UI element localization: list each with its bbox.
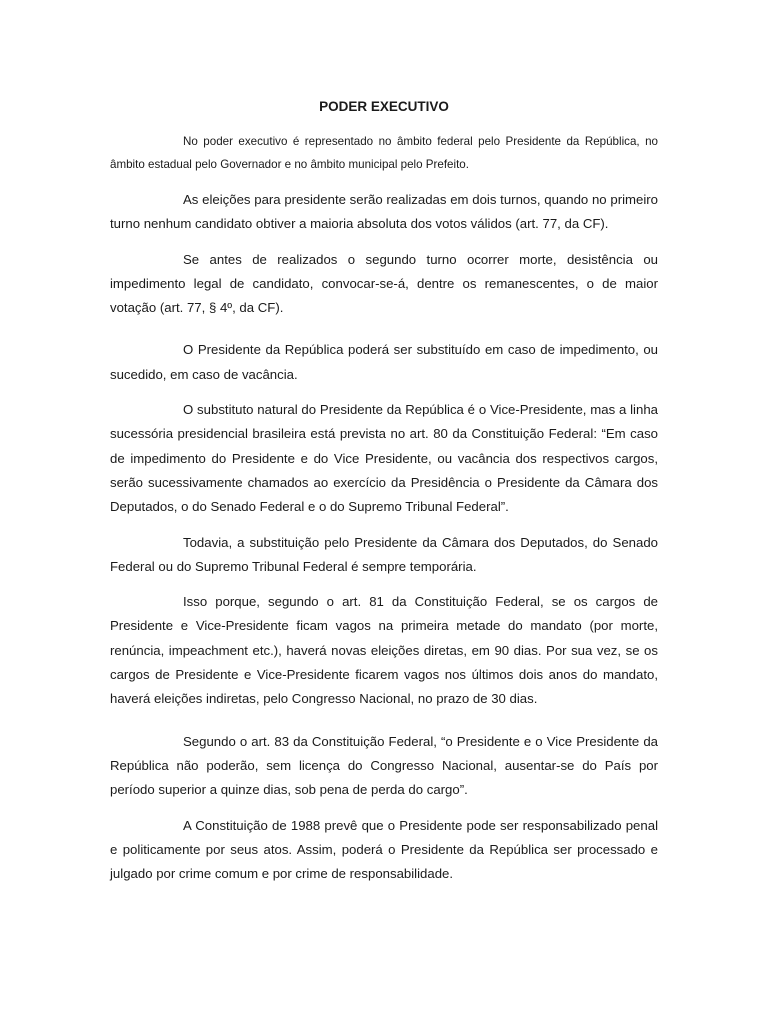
paragraph-3: Se antes de realizados o segundo turno ocorrer morte, desistência ou impedimento legal de candidato, convocar-se-á, dentre os remanescentes, o de maior votação (art. 77, § 4º, da CF). [110,251,658,316]
paragraph-6: Todavia, a substituição pelo Presidente da Câmara dos Deputados, do Senado Federal ou do Supremo Tribunal Federal é sempre temporária. [110,534,658,574]
paragraph-9: A Constituição de 1988 prevê que o Presidente pode ser responsabilizado penal e politicamente por seus atos. Assim, poderá o Presidente da República ser processado e julgado por crime comum e por crime de responsabilidade. [110,817,658,882]
document-title: PODER EXECUTIVO [319,99,449,114]
paragraph-1: No poder executivo é representado no âmbito federal pelo Presidente da República, no âmbito estadual pelo Governador e no âmbito municipal pelo Prefeito. [110,135,658,171]
paragraph-2: As eleições para presidente serão realizadas em dois turnos, quando no primeiro turno nenhum candidato obtiver a maioria absoluta dos votos válidos (art. 77, da CF). [110,192,658,232]
document-page [110,98,658,886]
paragraph-7: Isso porque, segundo o art. 81 da Constituição Federal, se os cargos de Presidente e Vice-Presidente ficam vagos na primeira metade do mandato (por morte, renúncia, impeachment etc.), haverá novas eleições diretas, em 90 dias. Por sua vez, se os cargos de Presidente e Vice-Presidente ficarem vagos nos últimos dois anos do mandato, haverá eleições indiretas, pelo Congresso Nacional, no prazo de 30 dias. [110,594,658,707]
paragraph-4: O Presidente da República poderá ser substituído em caso de impedimento, ou sucedido, em caso de vacância. [110,342,658,382]
paragraph-5: O substituto natural do Presidente da República é o Vice-Presidente, mas a linha sucessória presidencial brasileira está prevista no art. 80 da Constituição Federal: “Em caso de impedimento do Presidente e do Vice Presidente, ou vacância dos respectivos cargos, serão sucessivamente chamados ao exercício da Presidência o Presidente da Câmara dos Deputados, o do Senado Federal e o do Supremo Tribunal Federal”. [110,402,658,515]
paragraph-8: Segundo o art. 83 da Constituição Federal, “o Presidente e o Vice Presidente da República não poderão, sem licença do Congresso Nacional, ausentar-se do País por período superior a quinze dias, sob pena de perda do cargo”. [110,733,658,798]
